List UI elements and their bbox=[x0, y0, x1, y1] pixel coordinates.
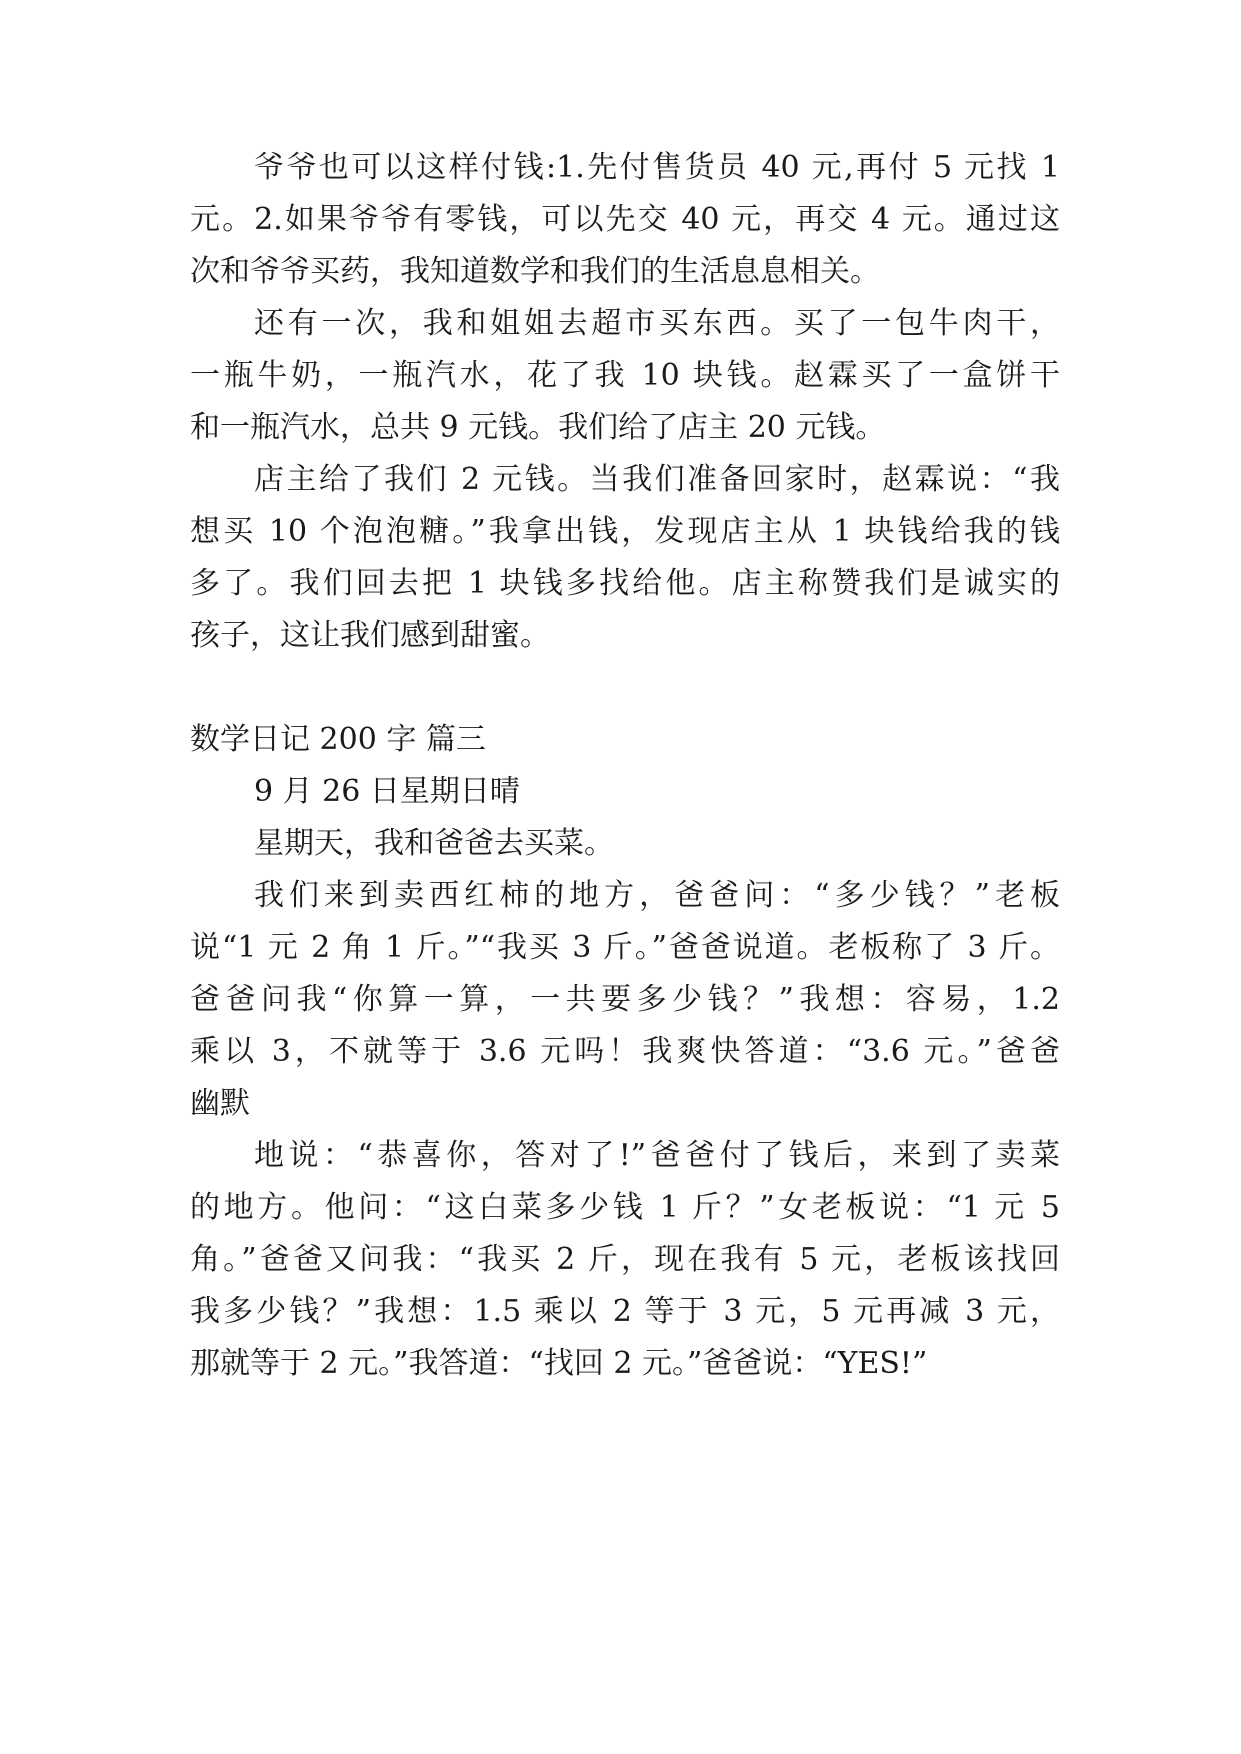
date-line: 9 月 26 日星期日晴 bbox=[254, 774, 520, 809]
paragraph-line: 一瓶牛奶，一瓶汽水，花了我 10 块钱。赵霖买了一盒饼干 bbox=[190, 358, 1060, 393]
paragraph-line: 我多少钱？”我想：1.5 乘以 2 等于 3 元，5 元再减 3 元， bbox=[190, 1294, 1060, 1329]
paragraph-line: 我们来到卖西红柿的地方，爸爸问：“多少钱？”老板 bbox=[254, 878, 1060, 913]
paragraph-line: 想买 10 个泡泡糖。”我拿出钱，发现店主从 1 块钱给我的钱 bbox=[190, 514, 1060, 549]
paragraph-line: 说“1 元 2 角 1 斤。”“我买 3 斤。”爸爸说道。老板称了 3 斤。 bbox=[190, 930, 1060, 965]
paragraph-line: 和一瓶汽水，总共 9 元钱。我们给了店主 20 元钱。 bbox=[190, 410, 886, 445]
paragraph-line: 孩子，这让我们感到甜蜜。 bbox=[190, 618, 550, 653]
paragraph-line: 元。2.如果爷爷有零钱，可以先交 40 元，再交 4 元。通过这 bbox=[190, 202, 1060, 237]
paragraph-line: 次和爷爷买药，我知道数学和我们的生活息息相关。 bbox=[190, 254, 880, 289]
paragraph-line: 的地方。他问：“这白菜多少钱 1 斤？”女老板说：“1 元 5 bbox=[190, 1190, 1060, 1225]
paragraph-line: 角。”爸爸又问我：“我买 2 斤，现在我有 5 元，老板该找回 bbox=[190, 1242, 1060, 1277]
paragraph-line: 爸爸问我“你算一算，一共要多少钱？”我想：容易，1.2 bbox=[190, 982, 1060, 1017]
paragraph-line: 爷爷也可以这样付钱:1.先付售货员 40 元,再付 5 元找 1 bbox=[254, 150, 1060, 185]
paragraph-line: 那就等于 2 元。”我答道：“找回 2 元。”爸爸说：“YES!” bbox=[190, 1346, 928, 1381]
section-heading: 数学日记 200 字 篇三 bbox=[190, 722, 486, 757]
paragraph-line: 幽默 bbox=[190, 1086, 250, 1121]
paragraph-line: 地说：“恭喜你，答对了!”爸爸付了钱后，来到了卖菜 bbox=[254, 1138, 1060, 1173]
paragraph-line: 乘以 3，不就等于 3.6 元吗！我爽快答道：“3.6 元。”爸爸 bbox=[190, 1034, 1060, 1069]
paragraph-line: 还有一次，我和姐姐去超市买东西。买了一包牛肉干， bbox=[254, 306, 1060, 341]
paragraph-line: 星期天，我和爸爸去买菜。 bbox=[254, 826, 614, 861]
paragraph-line: 店主给了我们 2 元钱。当我们准备回家时，赵霖说：“我 bbox=[254, 462, 1060, 497]
paragraph-line: 多了。我们回去把 1 块钱多找给他。店主称赞我们是诚实的 bbox=[190, 566, 1060, 601]
